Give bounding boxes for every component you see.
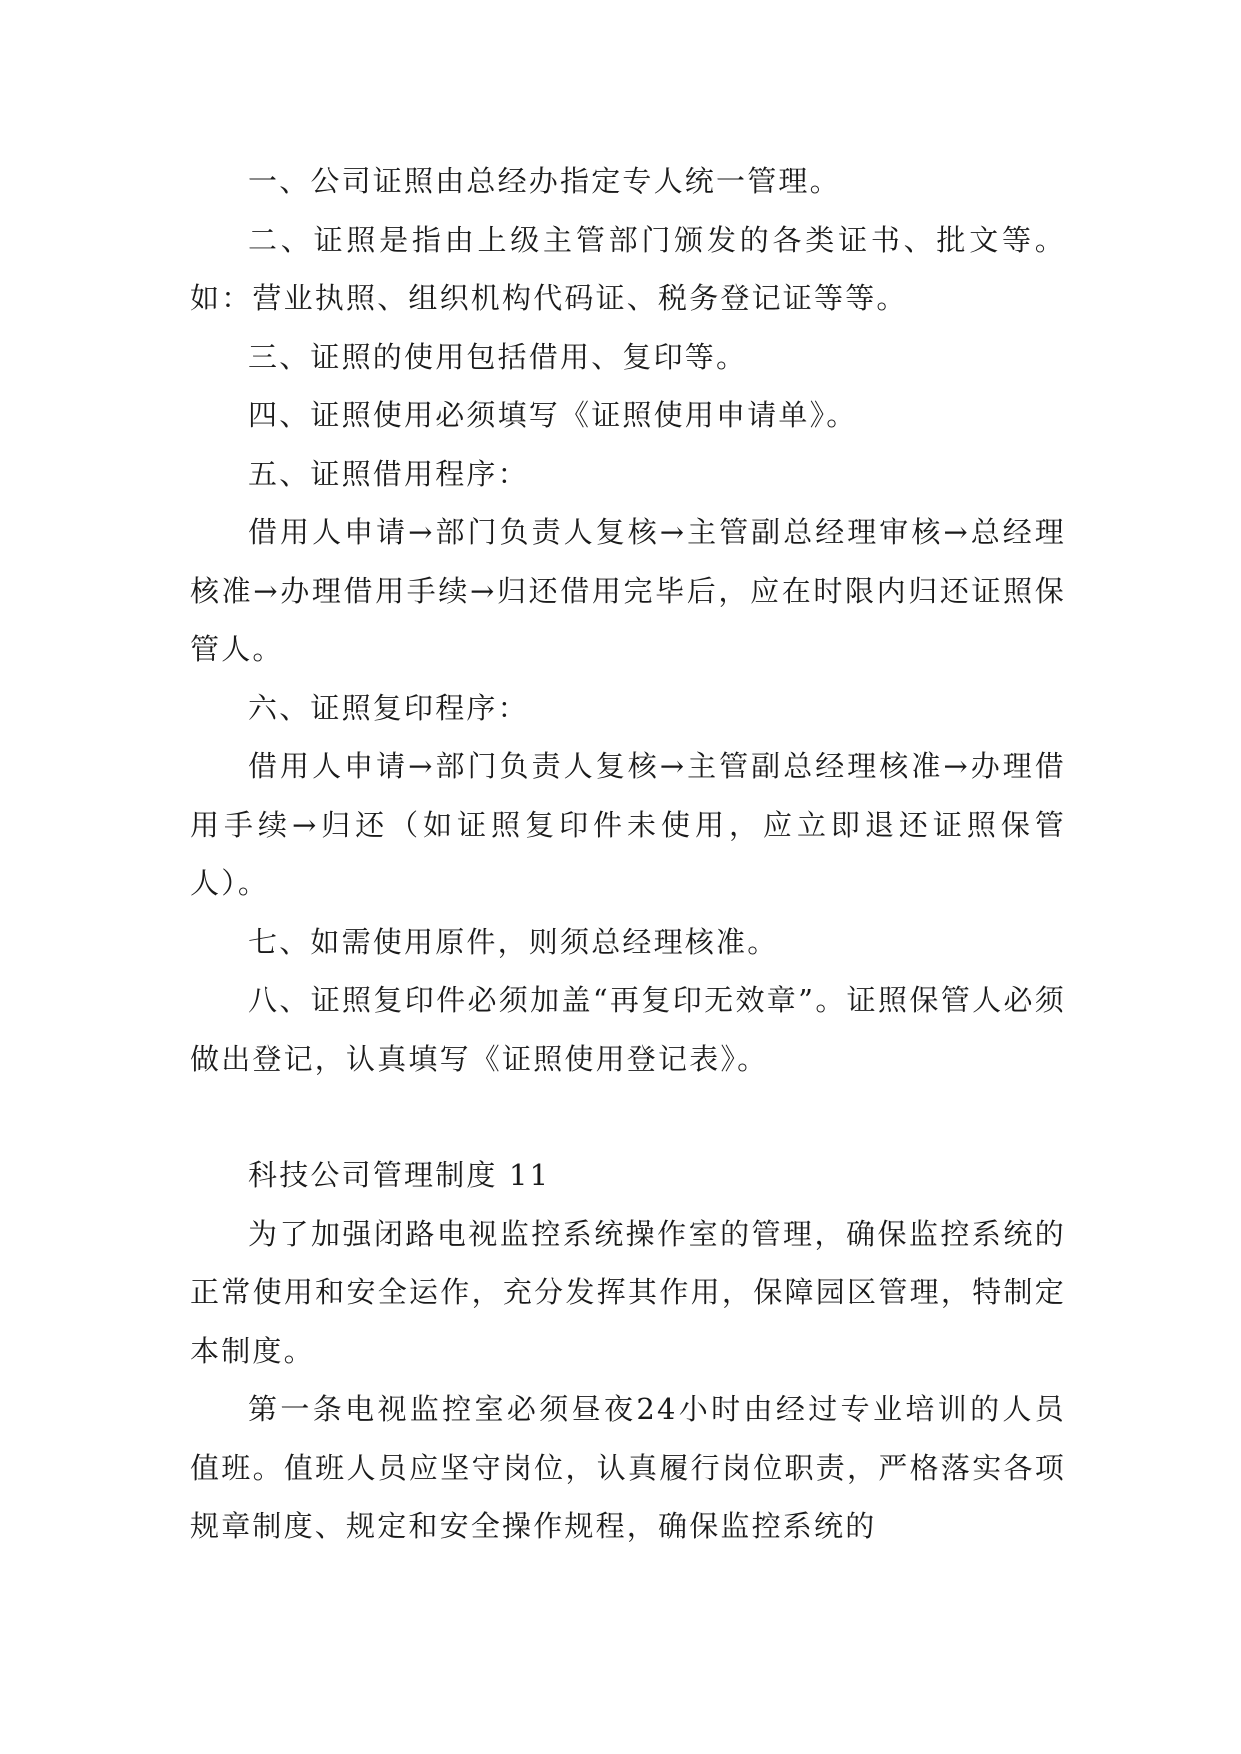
- paragraph: 为了加强闭路电视监控系统操作室的管理，确保监控系统的正常使用和安全运作，充分发挥其作用，保障园区管理，特制定本制度。: [190, 1216, 1066, 1368]
- paragraph: 一、公司证照由总经办指定专人统一管理。: [248, 164, 841, 198]
- paragraph: 七、如需使用原件，则须总经理核准。: [248, 924, 779, 959]
- document-body: [190, 152, 1066, 1556]
- paragraph: 三、证照的使用包括借用、复印等。: [248, 339, 748, 374]
- paragraph: 五、证照借用程序：: [248, 456, 529, 491]
- paragraph: 第一条电视监控室必须昼夜24小时由经过专业培训的人员值班。值班人员应坚守岗位，认真履行岗位职责，严格落实各项规章制度、规定和安全操作规程，确保监控系统的: [190, 1392, 1066, 1543]
- paragraph: 八、证照复印件必须加盖“再复印无效章”。证照保管人必须做出登记，认真填写《证照使用登记表》。: [190, 983, 1066, 1076]
- paragraph: 二、证照是指由上级主管部门颁发的各类证书、批文等。如：营业执照、组织机构代码证、税务登记证等等。: [190, 222, 1066, 315]
- paragraph: 四、证照使用必须填写《证照使用申请单》。: [248, 398, 858, 432]
- paragraph: 六、证照复印程序：: [248, 690, 529, 725]
- section-gap: [190, 1088, 1066, 1146]
- paragraph: 借用人申请→部门负责人复核→主管副总经理核准→办理借用手续→归还（如证照复印件未使用，应立即退还证照保管人）。: [190, 749, 1066, 900]
- paragraph: 借用人申请→部门负责人复核→主管副总经理审核→总经理核准→办理借用手续→归还借用完毕后，应在时限内归还证照保管人。: [190, 515, 1066, 666]
- section-title: 科技公司管理制度 11: [248, 1158, 551, 1192]
